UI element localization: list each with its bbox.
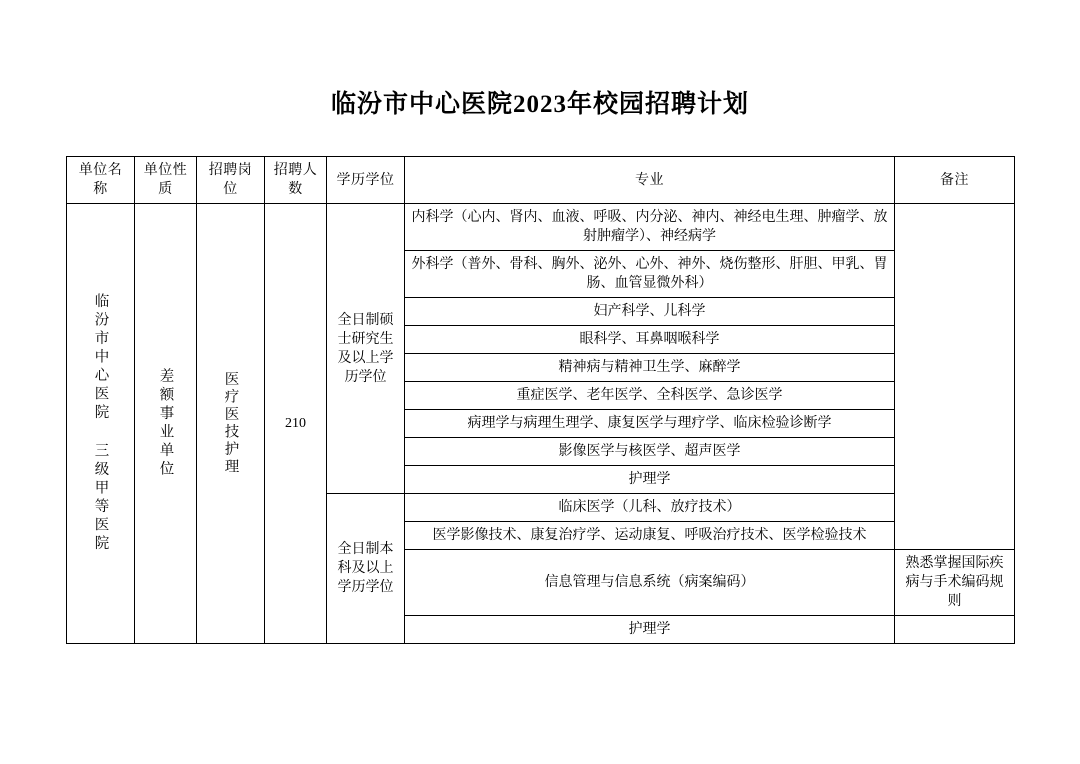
page-title: 临汾市中心医院2023年校园招聘计划 xyxy=(330,91,749,118)
cell-major: 信息管理与信息系统（病案编码） xyxy=(405,550,895,616)
cell-major: 外科学（普外、骨科、胸外、泌外、心外、神外、烧伤整形、肝胆、甲乳、胃肠、血管显微外科） xyxy=(405,251,895,298)
recruitment-plan-table xyxy=(66,156,1015,644)
table-header-row xyxy=(67,157,1015,204)
column-header-post: 招聘岗位 xyxy=(197,157,265,204)
column-header-major: 专业 xyxy=(405,157,895,204)
table-row xyxy=(67,204,1015,251)
post-nursing: 护理 xyxy=(222,441,239,476)
column-header-remark: 备注 xyxy=(895,157,1015,204)
cell-headcount: 210 xyxy=(265,204,327,644)
column-header-unit-name: 单位名称 xyxy=(67,157,135,204)
cell-major: 影像医学与核医学、超声医学 xyxy=(405,438,895,466)
column-header-unit-nature: 单位性质 xyxy=(135,157,197,204)
cell-major: 医学影像技术、康复治疗学、运动康复、呼吸治疗技术、医学检验技术 xyxy=(405,522,895,550)
cell-degree-master: 全日制硕士研究生及以上学历学位 xyxy=(327,204,405,494)
cell-major: 眼科学、耳鼻咽喉科学 xyxy=(405,326,895,354)
cell-post-list xyxy=(197,204,265,644)
cell-major: 重症医学、老年医学、全科医学、急诊医学 xyxy=(405,382,895,410)
cell-unit-nature xyxy=(135,204,197,644)
cell-remark-coding: 熟悉掌握国际疾病与手术编码规则 xyxy=(895,550,1015,616)
cell-major: 护理学 xyxy=(405,616,895,644)
column-header-headcount: 招聘人数 xyxy=(265,157,327,204)
unit-name-text: 临汾市中心医院 三级甲等医院 xyxy=(92,293,109,554)
post-medical-tech: 医技 xyxy=(222,406,239,441)
column-header-degree: 学历学位 xyxy=(327,157,405,204)
cell-major: 精神病与精神卫生学、麻醉学 xyxy=(405,354,895,382)
cell-degree-bachelor: 全日制本科及以上学历学位 xyxy=(327,494,405,644)
cell-major: 妇产科学、儿科学 xyxy=(405,298,895,326)
cell-major: 护理学 xyxy=(405,466,895,494)
unit-nature-text: 差额事业单位 xyxy=(157,368,174,479)
post-medical: 医疗 xyxy=(222,371,239,406)
cell-unit-name xyxy=(67,204,135,644)
cell-major: 内科学（心内、肾内、血液、呼吸、内分泌、神内、神经电生理、肿瘤学、放射肿瘤学）、神经病学 xyxy=(405,204,895,251)
cell-remark-empty-last xyxy=(895,616,1015,644)
cell-major: 病理学与病理生理学、康复医学与理疗学、临床检验诊断学 xyxy=(405,410,895,438)
recruitment-table-wrapper xyxy=(66,156,1014,644)
cell-remark-empty xyxy=(895,204,1015,550)
cell-major: 临床医学（儿科、放疗技术） xyxy=(405,494,895,522)
